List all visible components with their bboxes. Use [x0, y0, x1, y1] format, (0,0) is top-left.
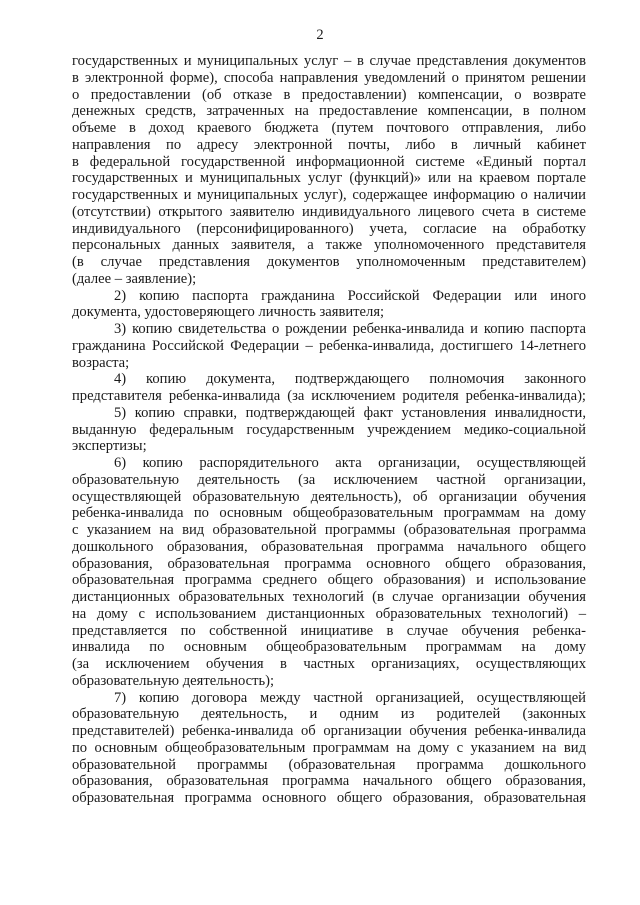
text-line: ребенка-инвалида по основным общеобразовательным программам на дому	[72, 505, 586, 522]
text-line: в федеральной государственной информационной системе «Единый портал	[72, 153, 586, 170]
text-line: инвалида по основным общеобразовательным программам на дому	[72, 639, 586, 656]
text-line: на дому с использованием дистанционных образовательных технологий) –	[72, 605, 586, 622]
text-line: образовательную деятельность (за исключением частной организации,	[72, 471, 586, 488]
text-line: государственных и муниципальных услуг (функций)» или на краевом портале	[72, 170, 586, 187]
text-line: представителей) ребенка-инвалида об организации обучения ребенка-инвалида	[72, 723, 586, 739]
text-line: 3) копию свидетельства о рождении ребенка-инвалида и копию паспорта	[114, 321, 586, 337]
text-line: гражданина Российской Федерации – ребенка-инвалида, достигшего 14-летнего	[72, 337, 586, 354]
text-line: государственных и муниципальных услуг – в случае представления документов	[72, 53, 586, 69]
text-line: образовательной программы (образовательная программа дошкольного	[72, 756, 586, 773]
text-line: образовательную деятельность);	[72, 672, 275, 689]
text-line: документа, удостоверяющего личность заявителя;	[72, 304, 385, 321]
text-line: 6) копию распорядительного акта организации, осуществляющей	[114, 455, 586, 471]
text-line: 5) копию справки, подтверждающей факт установления инвалидности,	[114, 404, 586, 421]
text-line: образовательную деятельность, и одним из родителей (законных	[72, 706, 586, 723]
text-line: с указанием на вид образовательной программы (образовательная программа	[72, 522, 586, 538]
text-line: 4) копию документа, подтверждающего полномочия законного	[114, 371, 586, 388]
text-line: дошкольного образования, образовательная программа начального общего	[72, 538, 586, 555]
text-line: государственных и муниципальных услуг), содержащее информацию о наличии	[72, 187, 586, 203]
text-line: (за исключением обучения в частных организациях, осуществляющих	[72, 656, 586, 672]
text-line: представляется по собственной инициативе в случае обучения ребенка-	[72, 622, 586, 639]
text-line: образования, образовательная программа начального общего образования,	[72, 773, 586, 790]
text-line: 7) копию договора между частной организацией, осуществляющей	[114, 689, 586, 706]
text-line: 2) копию паспорта гражданина Российской Федерации или иного	[114, 287, 586, 304]
text-line: возраста;	[72, 354, 130, 371]
text-line: выданную федеральным государственным учреждением медико-социальной	[72, 421, 586, 438]
document-body	[72, 53, 586, 807]
text-line: индивидуального (персонифицированного) учета, согласие на обработку	[72, 220, 586, 237]
text-line: персональных данных заявителя, а также уполномоченного представителя	[72, 237, 586, 254]
text-line: осуществляющей образовательную деятельность), об организации обучения	[72, 488, 586, 505]
text-line: (в случае представления документов уполномоченным представителем)	[72, 254, 586, 270]
text-line: экспертизы;	[72, 438, 147, 455]
text-line: объеме в доход краевого бюджета (путем почтового отправления, либо	[72, 120, 586, 136]
text-line: представителя ребенка-инвалида (за исключением родителя ребенка-инвалида);	[72, 388, 586, 404]
text-line: денежных средств, затраченных на предоставление компенсации, в полном	[72, 103, 586, 120]
text-line: образовательная программа среднего общего образования) и использование	[72, 572, 586, 589]
page-number: 2	[316, 27, 324, 43]
text-line: в электронной форме), способа направления уведомлений о принятом решении	[72, 69, 586, 86]
text-line: образовательная программа основного общего образования, образовательная	[72, 790, 586, 806]
text-line: о предоставлении (об отказе в предоставлении) компенсации, о возврате	[72, 86, 586, 103]
text-line: дистанционных образовательных технологий (в случае организации обучения	[72, 589, 586, 605]
text-line: по основным общеобразовательным программам на дому с указанием на вид	[72, 739, 586, 756]
text-line: (отсутствии) открытого заявителю индивидуального лицевого счета в системе	[72, 203, 586, 220]
text-line: (далее – заявление);	[72, 270, 197, 287]
text-line: направления по адресу электронной почты, либо в личный кабинет	[72, 136, 586, 153]
text-line: образования, образовательная программа основного общего образования,	[72, 555, 586, 572]
